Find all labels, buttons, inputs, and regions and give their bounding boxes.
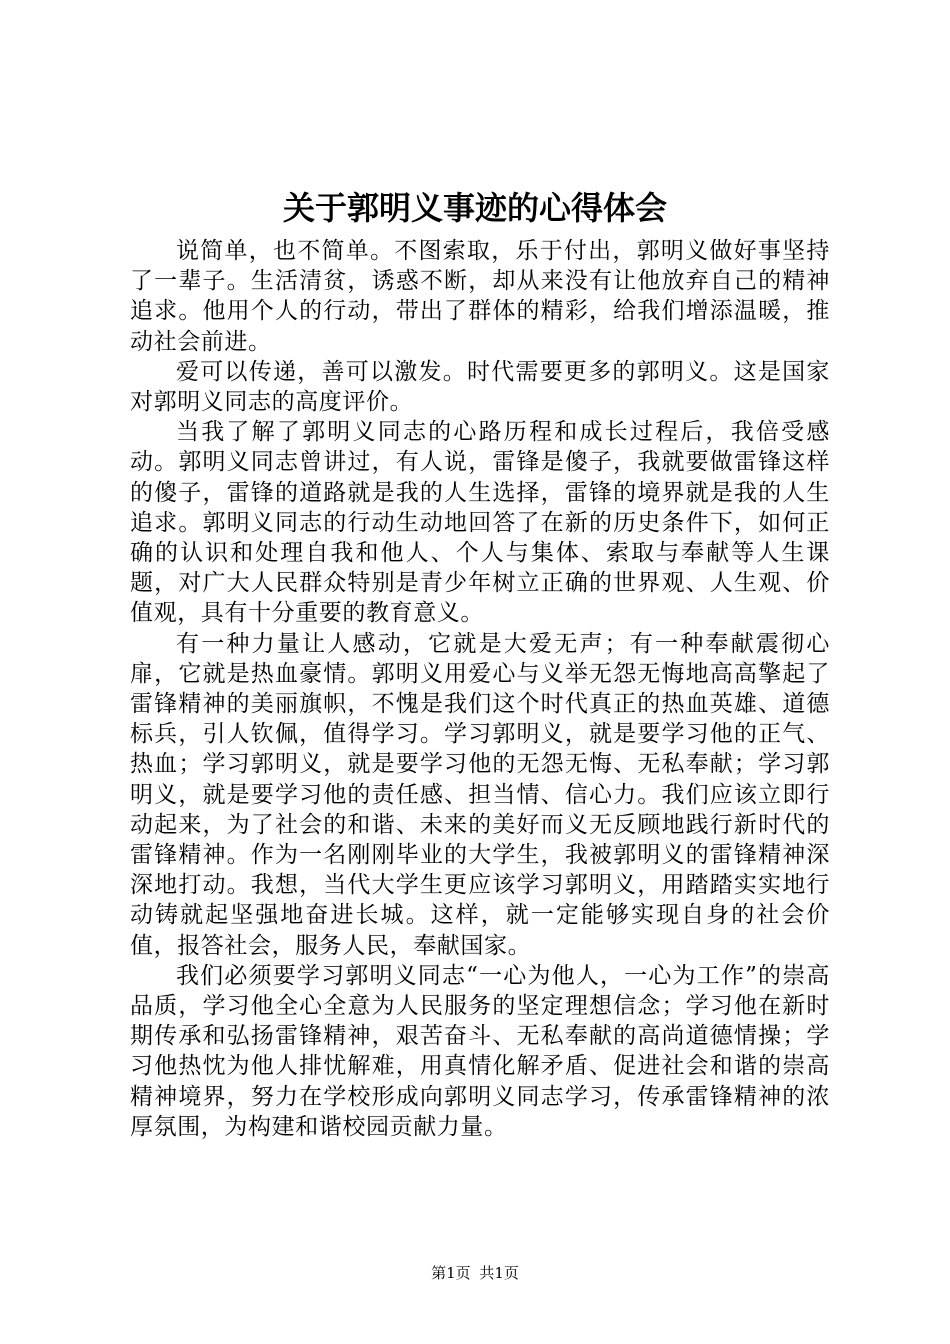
- paragraph-3: 当我了解了郭明义同志的心路历程和成长过程后，我倍受感动。郭明义同志曾讲过，有人说，雷锋是傻子，我就要做雷锋这样的傻子，雷锋的道路就是我的人生选择，雷锋的境界就是我的人生追求。郭明义同志的行动生动地回答了在新的历史条件下，如何正确的认识和处理自我和他人、个人与集体、索取与奉献等人生课题，对广大人民群众特别是青少年树立正确的世界观、人生观、价值观，具有十分重要的教育意义。: [130, 419, 830, 627]
- paragraph-2: 爱可以传递，善可以激发。时代需要更多的郭明义。这是国家对郭明义同志的高度评价。: [130, 358, 830, 416]
- paragraph-4: 有一种力量让人感动，它就是大爱无声；有一种奉献震彻心扉，它就是热血豪情。郭明义用爱心与义举无怨无悔地高高擎起了雷锋精神的美丽旗帜，不愧是我们这个时代真正的热血英雄、道德标兵，引人钦佩，值得学习。学习郭明义，就是要学习他的正气、热血；学习郭明义，就是要学习他的无怨无悔、无私奉献；学习郭明义，就是要学习他的责任感、担当情、信心力。我们应该立即行动起来，为了社会的和谐、未来的美好而义无反顾地践行新时代的雷锋精神。作为一名刚刚毕业的大学生，我被郭明义的雷锋精神深深地打动。我想，当代大学生更应该学习郭明义，用踏踏实实地行动铸就起坚强地奋进长城。这样，就一定能够实现自身的社会价值，报答社会，服务人民，奉献国家。: [130, 630, 830, 959]
- page-number-total: 共1页: [479, 1264, 519, 1282]
- paragraph-5: 我们必须要学习郭明义同志“一心为他人，一心为工作”的崇高品质，学习他全心全意为人民服务的坚定理想信念；学习他在新时期传承和弘扬雷锋精神，艰苦奋斗、无私奉献的高尚道德情操；学习他热忱为他人排忧解难，用真情化解矛盾、促进社会和谐的崇高精神境界，努力在学校形成向郭明义同志学习，传承雷锋精神的浓厚氛围，为构建和谐校园贡献力量。: [130, 962, 830, 1140]
- page-number-current: 第1页: [431, 1264, 471, 1282]
- document-title: 关于郭明义事迹的心得体会: [282, 189, 667, 227]
- page-footer: [0, 1262, 950, 1284]
- paragraph-1: 说简单，也不简单。不图索取，乐于付出，郭明义做好事坚持了一辈子。生活清贫，诱惑不断，却从来没有让他放弃自己的精神追求。他用个人的行动，带出了群体的精彩，给我们增添温暖，推动社会前进。: [130, 238, 830, 355]
- document-body: [130, 236, 830, 1142]
